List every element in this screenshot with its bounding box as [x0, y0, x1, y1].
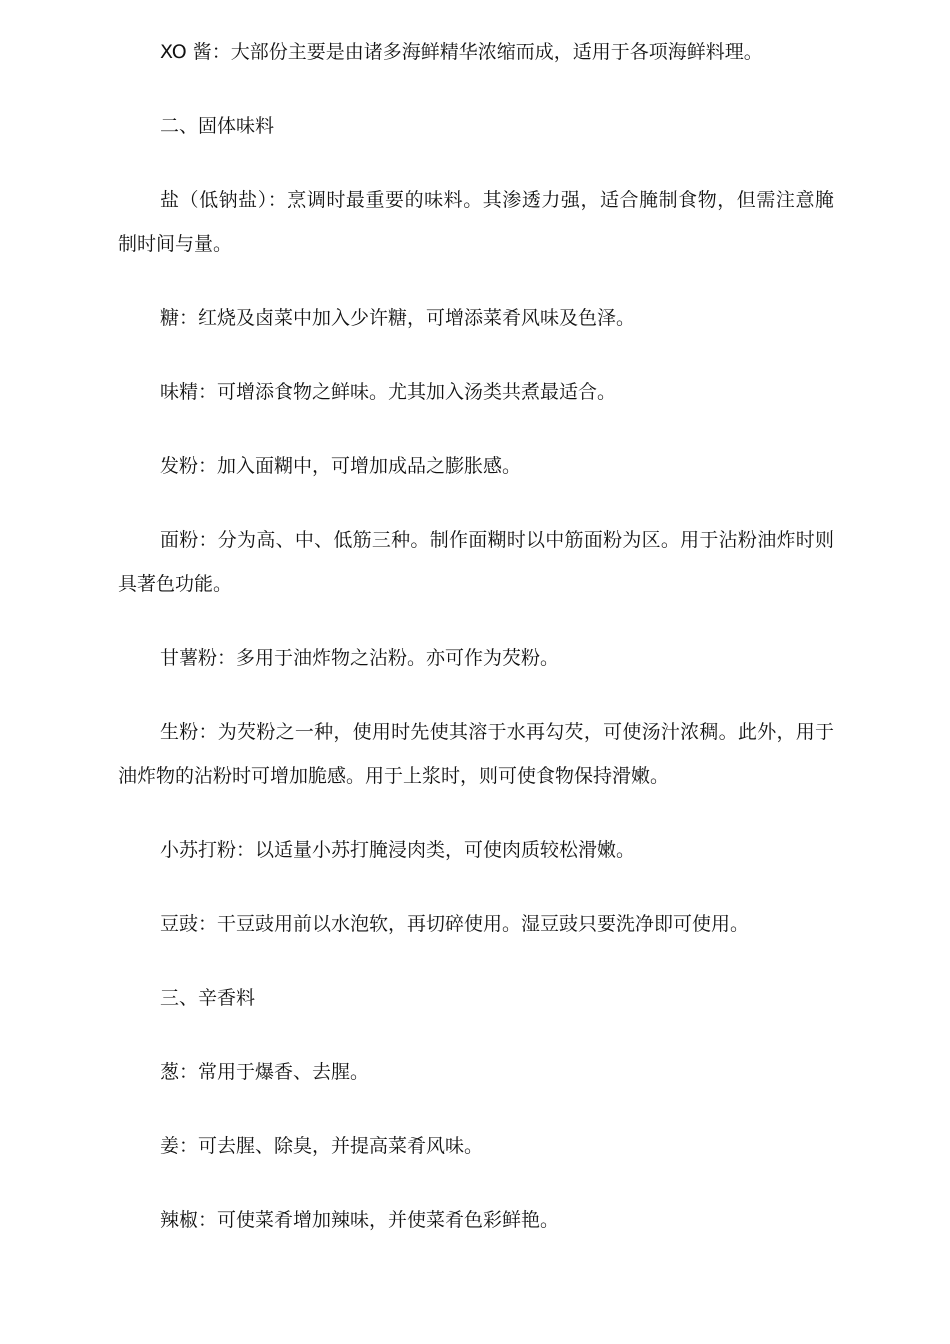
- section-heading-solid-seasonings: 二、固体味料: [160, 115, 275, 137]
- paragraph-cornstarch: 生粉：为芡粉之一种，使用时先使其溶于水再勾芡，可使汤汁浓稠。此外，用于油炸物的沾粉时可增加脆感。用于上浆时，则可使食物保持滑嫩。: [118, 721, 834, 787]
- paragraph-ginger: 姜：可去腥、除臭，并提高菜肴风味。: [160, 1135, 484, 1157]
- document-body: [118, 30, 834, 1272]
- paragraph-salt: 盐（低钠盐）：烹调时最重要的味料。其渗透力强，适合腌制食物，但需注意腌制时间与量。: [118, 189, 834, 255]
- paragraph-xo-sauce: XO 酱：大部份主要是由诸多海鲜精华浓缩而成，适用于各项海鲜料理。: [160, 41, 763, 63]
- paragraph-baking-soda: 小苏打粉：以适量小苏打腌浸肉类，可使肉质较松滑嫩。: [160, 839, 636, 861]
- paragraph-chili: 辣椒：可使菜肴增加辣味，并使菜肴色彩鲜艳。: [160, 1209, 560, 1231]
- section-heading-aromatics: 三、辛香料: [160, 987, 256, 1009]
- paragraph-flour: 面粉：分为高、中、低筋三种。制作面糊时以中筋面粉为区。用于沾粉油炸时则具著色功能。: [118, 529, 834, 595]
- paragraph-fermented-black-beans: 豆豉：干豆豉用前以水泡软，再切碎使用。湿豆豉只要洗净即可使用。: [160, 913, 750, 935]
- paragraph-baking-powder: 发粉：加入面糊中，可增加成品之膨胀感。: [160, 455, 522, 477]
- paragraph-sweet-potato-starch: 甘薯粉：多用于油炸物之沾粉。亦可作为芡粉。: [160, 647, 560, 669]
- paragraph-scallion: 葱：常用于爆香、去腥。: [160, 1061, 370, 1083]
- paragraph-msg: 味精：可增添食物之鲜味。尤其加入汤类共煮最适合。: [160, 381, 617, 403]
- paragraph-sugar: 糖：红烧及卤菜中加入少许糖，可增添菜肴风味及色泽。: [160, 307, 636, 329]
